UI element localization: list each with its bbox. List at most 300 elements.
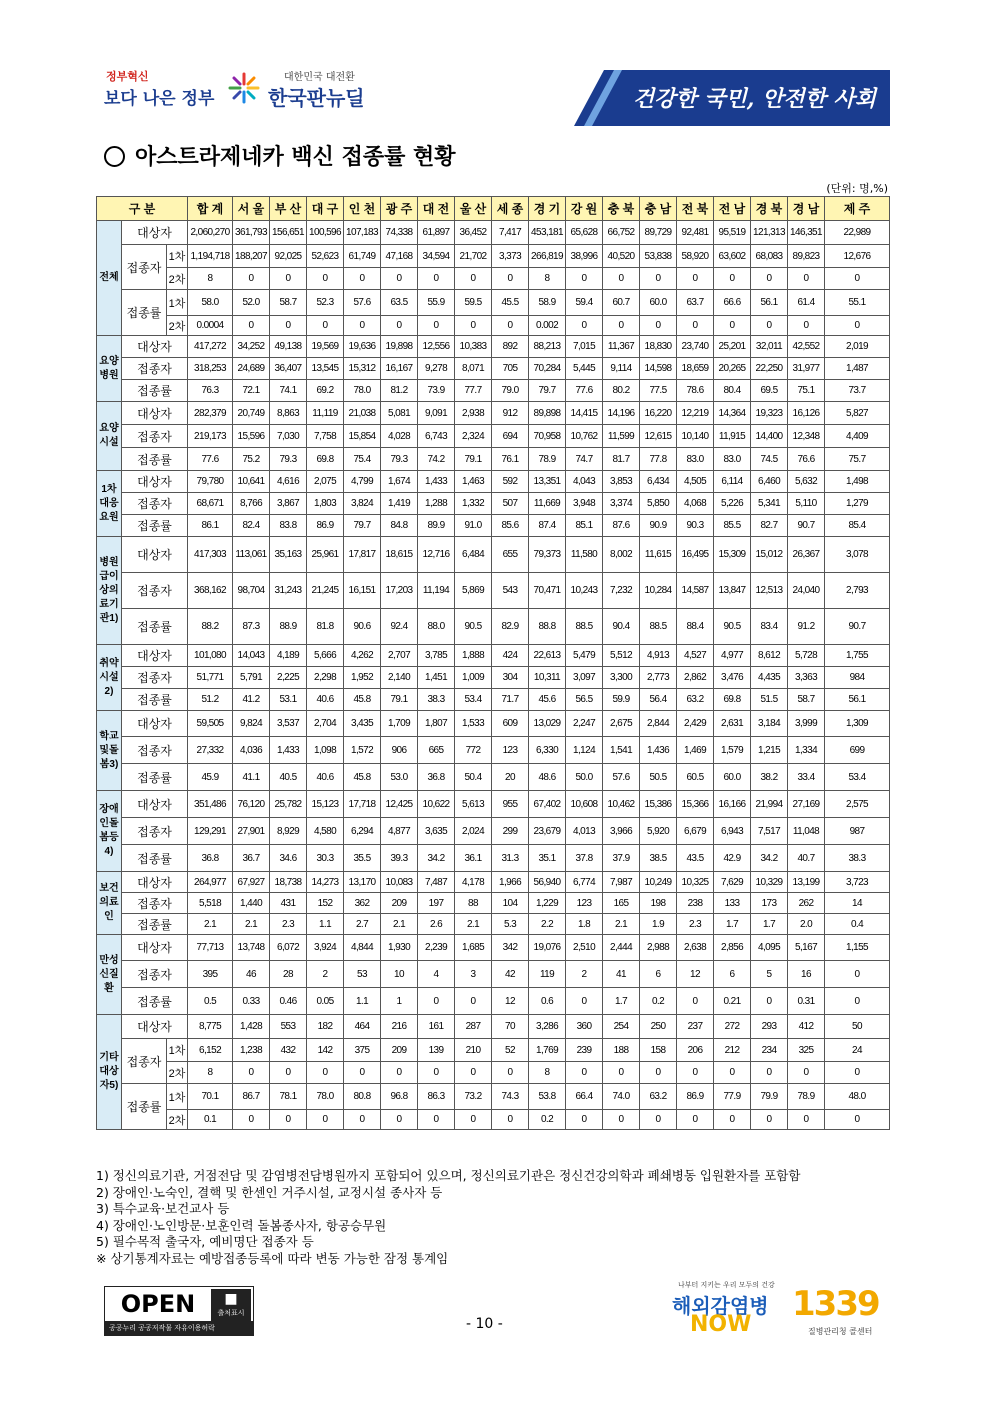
table-cell: 13,748 — [233, 935, 270, 961]
table-cell: 3,374 — [603, 493, 640, 515]
table-cell: 15,854 — [344, 425, 381, 448]
table-cell: 5,920 — [640, 818, 677, 845]
table-row — [97, 425, 890, 448]
table-cell: 20,265 — [714, 358, 751, 380]
table-cell: 129,291 — [188, 818, 233, 845]
group-label: 병원급이상의료기관1) — [97, 537, 122, 645]
table-cell: 7,987 — [603, 872, 640, 893]
government-innovation-logo: 정부혁신 보다 나은 정부 — [104, 70, 215, 109]
table-cell: 2,140 — [381, 667, 418, 689]
table-cell: 60.0 — [640, 290, 677, 316]
table-cell: 0 — [788, 1062, 825, 1084]
table-cell: 24,689 — [233, 358, 270, 380]
table-cell: 71.7 — [492, 689, 529, 711]
table-cell: 11,194 — [418, 573, 455, 609]
table-cell: 70,958 — [529, 425, 566, 448]
table-cell: 1,572 — [344, 737, 381, 764]
header-region: 경 기 — [529, 197, 566, 221]
table-cell: 0 — [455, 268, 492, 290]
table-cell: 13,351 — [529, 471, 566, 493]
table-cell: 77.6 — [566, 380, 603, 402]
table-cell: 1,807 — [418, 711, 455, 737]
table-row — [97, 1015, 890, 1039]
table-cell: 0 — [418, 1062, 455, 1084]
table-cell: 86.9 — [677, 1084, 714, 1110]
table-cell: 1,155 — [825, 935, 890, 961]
table-cell: 2.6 — [418, 914, 455, 935]
table-cell: 1,288 — [418, 493, 455, 515]
table-cell: 40.6 — [307, 764, 344, 791]
table-cell: 1.7 — [751, 914, 788, 935]
table-cell: 83.8 — [270, 515, 307, 537]
table-cell: 3,097 — [566, 667, 603, 689]
table-cell: 3,476 — [714, 667, 751, 689]
table-cell: 3,286 — [529, 1015, 566, 1039]
table-cell: 23,679 — [529, 818, 566, 845]
table-cell: 3,300 — [603, 667, 640, 689]
table-row — [97, 1039, 890, 1062]
table-cell: 12,676 — [825, 245, 890, 268]
footnote: 4) 장애인·노인방문·보훈인력 돌봄종사자, 항공승무원 — [96, 1217, 387, 1233]
table-row — [97, 935, 890, 961]
table-cell: 36.8 — [188, 845, 233, 872]
table-cell: 188 — [603, 1039, 640, 1062]
table-cell: 0.1 — [188, 1110, 233, 1130]
table-cell: 1,419 — [381, 493, 418, 515]
table-cell: 156,651 — [270, 221, 307, 245]
table-cell: 13,545 — [307, 358, 344, 380]
table-cell: 69.8 — [714, 689, 751, 711]
dose-label: 1차 — [167, 1084, 188, 1110]
row-label-vaccinated: 접종자 — [122, 818, 188, 845]
table-cell: 65,628 — [566, 221, 603, 245]
table-row — [97, 316, 890, 336]
table-cell: 1,194,718 — [188, 245, 233, 268]
table-row — [97, 711, 890, 737]
table-cell: 77.7 — [455, 380, 492, 402]
table-cell: 0 — [270, 316, 307, 336]
table-cell: 79.0 — [492, 380, 529, 402]
table-cell: 77.9 — [714, 1084, 751, 1110]
table-cell: 52,623 — [307, 245, 344, 268]
header-region: 전 북 — [677, 197, 714, 221]
table-cell: 12,615 — [640, 425, 677, 448]
table-cell: 2,856 — [714, 935, 751, 961]
table-cell: 74,338 — [381, 221, 418, 245]
table-cell: 4,013 — [566, 818, 603, 845]
table-cell: 78.0 — [344, 380, 381, 402]
table-cell: 432 — [270, 1039, 307, 1062]
table-cell: 609 — [492, 711, 529, 737]
row-label-vaccinated: 접종자 — [122, 493, 188, 515]
table-cell: 19,569 — [307, 336, 344, 358]
table-cell: 59.4 — [566, 290, 603, 316]
row-label-rate: 접종률 — [122, 689, 188, 711]
table-cell: 0.05 — [307, 988, 344, 1015]
table-cell: 66,752 — [603, 221, 640, 245]
table-cell: 10,622 — [418, 791, 455, 818]
table-cell: 27,901 — [233, 818, 270, 845]
table-row — [97, 872, 890, 893]
table-cell: 0 — [714, 268, 751, 290]
table-cell: 206 — [677, 1039, 714, 1062]
table-cell: 85.5 — [714, 515, 751, 537]
table-cell: 0 — [418, 268, 455, 290]
table-cell: 412 — [788, 1015, 825, 1039]
table-cell: 70 — [492, 1015, 529, 1039]
table-cell: 3,363 — [788, 667, 825, 689]
table-cell: 0 — [492, 316, 529, 336]
table-cell: 4,505 — [677, 471, 714, 493]
row-label-vaccinated: 접종자 — [122, 737, 188, 764]
table-cell: 41 — [603, 961, 640, 988]
table-cell: 6,294 — [344, 818, 381, 845]
table-cell: 50 — [825, 1015, 890, 1039]
table-cell: 8,929 — [270, 818, 307, 845]
table-cell: 0 — [233, 1062, 270, 1084]
table-cell: 2.1 — [381, 914, 418, 935]
table-header — [97, 197, 890, 221]
header-region: 서 울 — [233, 197, 270, 221]
table-cell: 361,793 — [233, 221, 270, 245]
table-cell: 90.9 — [640, 515, 677, 537]
table-cell: 36.8 — [418, 764, 455, 791]
table-cell: 1,440 — [233, 893, 270, 914]
table-row — [97, 689, 890, 711]
table-row — [97, 290, 890, 316]
table-cell: 9,824 — [233, 711, 270, 737]
row-label-vaccinated: 접종자 — [122, 1039, 167, 1084]
circle-bullet-icon — [104, 146, 125, 167]
row-label-target: 대상자 — [122, 791, 188, 818]
table-cell: 3 — [455, 961, 492, 988]
table-cell: 3,537 — [270, 711, 307, 737]
table-cell: 1 — [381, 988, 418, 1015]
table-cell: 34.2 — [751, 845, 788, 872]
table-cell: 79.1 — [381, 689, 418, 711]
table-cell: 76,120 — [233, 791, 270, 818]
table-cell: 18,738 — [270, 872, 307, 893]
table-cell: 85.6 — [492, 515, 529, 537]
table-cell: 8,863 — [270, 402, 307, 425]
table-cell: 78.6 — [677, 380, 714, 402]
table-row — [97, 515, 890, 537]
header-region: 경 남 — [788, 197, 825, 221]
table-cell: 158 — [640, 1039, 677, 1062]
row-label-vaccinated: 접종자 — [122, 667, 188, 689]
table-cell: 14,196 — [603, 402, 640, 425]
table-cell: 173 — [751, 893, 788, 914]
table-cell: 38.3 — [825, 845, 890, 872]
table-cell: 0 — [381, 268, 418, 290]
table-cell: 37.8 — [566, 845, 603, 872]
table-cell: 56.1 — [751, 290, 788, 316]
table-cell: 0 — [566, 1110, 603, 1130]
page-title: 아스트라제네카 백신 접종률 현황 — [104, 140, 456, 171]
table-cell: 5,167 — [788, 935, 825, 961]
table-cell: 2,060,270 — [188, 221, 233, 245]
table-cell: 90.6 — [344, 609, 381, 645]
table-cell: 67,927 — [233, 872, 270, 893]
table-row — [97, 380, 890, 402]
table-cell: 63.7 — [677, 290, 714, 316]
table-cell: 12,716 — [418, 537, 455, 573]
table-cell: 42,552 — [788, 336, 825, 358]
table-cell: 83.4 — [751, 609, 788, 645]
table-cell: 34,594 — [418, 245, 455, 268]
call-center-1339-logo: 1339 질병관리청 콜센터 — [792, 1284, 879, 1336]
table-cell: 254 — [603, 1015, 640, 1039]
table-cell: 2.3 — [270, 914, 307, 935]
header-region: 대 구 — [307, 197, 344, 221]
table-cell: 1.8 — [566, 914, 603, 935]
table-cell: 16,495 — [677, 537, 714, 573]
table-cell: 15,386 — [640, 791, 677, 818]
table-cell: 10,083 — [381, 872, 418, 893]
table-cell: 89,823 — [788, 245, 825, 268]
table-cell: 26,367 — [788, 537, 825, 573]
table-cell: 4,036 — [233, 737, 270, 764]
table-cell: 35.5 — [344, 845, 381, 872]
table-cell: 2,793 — [825, 573, 890, 609]
table-cell: 1,487 — [825, 358, 890, 380]
table-cell: 1.7 — [714, 914, 751, 935]
table-cell: 293 — [751, 1015, 788, 1039]
group-label: 학교및돌봄3) — [97, 711, 122, 791]
table-cell: 57.6 — [344, 290, 381, 316]
table-cell: 2,429 — [677, 711, 714, 737]
table-cell: 18,659 — [677, 358, 714, 380]
table-cell: 0 — [418, 988, 455, 1015]
header-region: 광 주 — [381, 197, 418, 221]
table-cell: 79.7 — [529, 380, 566, 402]
table-cell: 2 — [566, 961, 603, 988]
table-cell: 431 — [270, 893, 307, 914]
table-cell: 98,704 — [233, 573, 270, 609]
table-cell: 6,484 — [455, 537, 492, 573]
table-cell: 50.5 — [640, 764, 677, 791]
table-cell: 79.1 — [455, 448, 492, 471]
table-cell: 68,671 — [188, 493, 233, 515]
table-cell: 58,920 — [677, 245, 714, 268]
table-cell: 2.2 — [529, 914, 566, 935]
table-cell: 0.2 — [529, 1110, 566, 1130]
table-cell: 5,827 — [825, 402, 890, 425]
table-row — [97, 245, 890, 268]
table-cell: 11,599 — [603, 425, 640, 448]
table-cell: 46 — [233, 961, 270, 988]
table-cell: 7,487 — [418, 872, 455, 893]
table-cell: 694 — [492, 425, 529, 448]
table-cell: 4,178 — [455, 872, 492, 893]
table-cell: 5,666 — [307, 645, 344, 667]
table-cell: 1,433 — [418, 471, 455, 493]
row-label-target: 대상자 — [122, 336, 188, 358]
table-cell: 100,596 — [307, 221, 344, 245]
table-cell: 61,749 — [344, 245, 381, 268]
table-cell: 368,162 — [188, 573, 233, 609]
table-cell: 76.6 — [788, 448, 825, 471]
table-cell: 2,704 — [307, 711, 344, 737]
table-cell: 14,043 — [233, 645, 270, 667]
row-label-vaccinated: 접종자 — [122, 358, 188, 380]
row-label-rate: 접종률 — [122, 764, 188, 791]
row-label-target: 대상자 — [122, 872, 188, 893]
table-cell: 30.3 — [307, 845, 344, 872]
header-category: 구 분 — [97, 197, 188, 221]
table-cell: 13,029 — [529, 711, 566, 737]
table-cell: 17,817 — [344, 537, 381, 573]
table-cell: 325 — [788, 1039, 825, 1062]
table-cell: 40.7 — [788, 845, 825, 872]
table-cell: 3,948 — [566, 493, 603, 515]
table-cell: 3,924 — [307, 935, 344, 961]
table-cell: 90.5 — [714, 609, 751, 645]
table-cell: 0 — [307, 268, 344, 290]
row-label-target: 대상자 — [122, 711, 188, 737]
table-cell: 0 — [455, 988, 492, 1015]
table-cell: 1,888 — [455, 645, 492, 667]
table-cell: 142 — [307, 1039, 344, 1062]
table-cell: 89,898 — [529, 402, 566, 425]
table-cell: 90.7 — [788, 515, 825, 537]
table-cell: 15,312 — [344, 358, 381, 380]
table-cell: 79,780 — [188, 471, 233, 493]
table-cell: 8 — [188, 268, 233, 290]
table-cell: 31,977 — [788, 358, 825, 380]
table-cell: 4,877 — [381, 818, 418, 845]
table-cell: 88.9 — [270, 609, 307, 645]
table-cell: 81.7 — [603, 448, 640, 471]
table-cell: 0 — [714, 316, 751, 336]
table-cell: 282,379 — [188, 402, 233, 425]
dose-label: 2차 — [167, 268, 188, 290]
table-cell: 0 — [788, 316, 825, 336]
table-cell: 37.9 — [603, 845, 640, 872]
table-cell: 1.9 — [640, 914, 677, 935]
table-cell: 146,351 — [788, 221, 825, 245]
dose-label: 2차 — [167, 1110, 188, 1130]
table-cell: 1,436 — [640, 737, 677, 764]
table-cell: 90.3 — [677, 515, 714, 537]
table-cell: 14 — [825, 893, 890, 914]
table-cell: 0.21 — [714, 988, 751, 1015]
table-cell: 1,098 — [307, 737, 344, 764]
table-cell: 58.7 — [788, 689, 825, 711]
table-cell: 58.0 — [188, 290, 233, 316]
header-region: 합 계 — [188, 197, 233, 221]
table-cell: 2,988 — [640, 935, 677, 961]
table-cell: 5,850 — [640, 493, 677, 515]
header-region: 충 남 — [640, 197, 677, 221]
table-cell: 342 — [492, 935, 529, 961]
table-cell: 25,961 — [307, 537, 344, 573]
table-cell: 21,994 — [751, 791, 788, 818]
table-cell: 75.4 — [344, 448, 381, 471]
table-cell: 36,452 — [455, 221, 492, 245]
table-cell: 2,239 — [418, 935, 455, 961]
table-cell: 101,080 — [188, 645, 233, 667]
table-cell: 2.1 — [455, 914, 492, 935]
table-cell: 79.3 — [270, 448, 307, 471]
table-cell: 24 — [825, 1039, 890, 1062]
row-label-vaccinated: 접종자 — [122, 961, 188, 988]
table-cell: 10 — [381, 961, 418, 988]
table-cell: 161 — [418, 1015, 455, 1039]
table-cell: 8,766 — [233, 493, 270, 515]
group-label: 요양시설 — [97, 402, 122, 471]
table-cell: 7,758 — [307, 425, 344, 448]
table-cell: 892 — [492, 336, 529, 358]
table-cell: 22,250 — [751, 358, 788, 380]
table-cell: 76.1 — [492, 448, 529, 471]
table-cell: 88.5 — [566, 609, 603, 645]
vaccination-rate-table — [96, 196, 890, 1130]
table-cell: 0 — [492, 268, 529, 290]
table-cell: 4,095 — [751, 935, 788, 961]
table-cell: 0 — [566, 1062, 603, 1084]
table-cell: 78.0 — [307, 1084, 344, 1110]
table-cell: 1,803 — [307, 493, 344, 515]
header-region: 대 전 — [418, 197, 455, 221]
row-label-rate: 접종률 — [122, 845, 188, 872]
table-cell: 96.8 — [381, 1084, 418, 1110]
table-cell: 61,897 — [418, 221, 455, 245]
table-cell: 10,325 — [677, 872, 714, 893]
table-cell: 77.8 — [640, 448, 677, 471]
table-cell: 0 — [825, 988, 890, 1015]
table-cell: 8 — [529, 1062, 566, 1084]
page-number: - 10 - — [466, 1316, 503, 1332]
row-label-rate: 접종률 — [122, 914, 188, 935]
table-cell: 912 — [492, 402, 529, 425]
table-cell: 72.1 — [233, 380, 270, 402]
table-cell: 85.1 — [566, 515, 603, 537]
table-cell: 3,853 — [603, 471, 640, 493]
table-cell: 9,278 — [418, 358, 455, 380]
table-cell: 0 — [825, 961, 890, 988]
table-cell: 36.7 — [233, 845, 270, 872]
table-cell: 1,952 — [344, 667, 381, 689]
table-cell: 237 — [677, 1015, 714, 1039]
table-cell: 16,151 — [344, 573, 381, 609]
table-cell: 395 — [188, 961, 233, 988]
table-cell: 18,615 — [381, 537, 418, 573]
table-cell: 655 — [492, 537, 529, 573]
table-cell: 50.4 — [455, 764, 492, 791]
table-cell: 70.1 — [188, 1084, 233, 1110]
table-cell: 60.0 — [714, 764, 751, 791]
table-cell: 182 — [307, 1015, 344, 1039]
table-cell: 3,184 — [751, 711, 788, 737]
table-cell: 7,015 — [566, 336, 603, 358]
group-label: 전체 — [97, 221, 122, 336]
header-region: 세 종 — [492, 197, 529, 221]
table-cell: 2,444 — [603, 935, 640, 961]
table-cell: 1,433 — [270, 737, 307, 764]
table-cell: 45.8 — [344, 764, 381, 791]
table-cell: 6,114 — [714, 471, 751, 493]
table-cell: 238 — [677, 893, 714, 914]
table-cell: 69.2 — [307, 380, 344, 402]
table-cell: 453,181 — [529, 221, 566, 245]
table-cell: 0.33 — [233, 988, 270, 1015]
table-cell: 0.4 — [825, 914, 890, 935]
group-label: 기타대상자5) — [97, 1015, 122, 1130]
table-row — [97, 645, 890, 667]
table-cell: 45.6 — [529, 689, 566, 711]
open-license-badge — [104, 1286, 254, 1336]
